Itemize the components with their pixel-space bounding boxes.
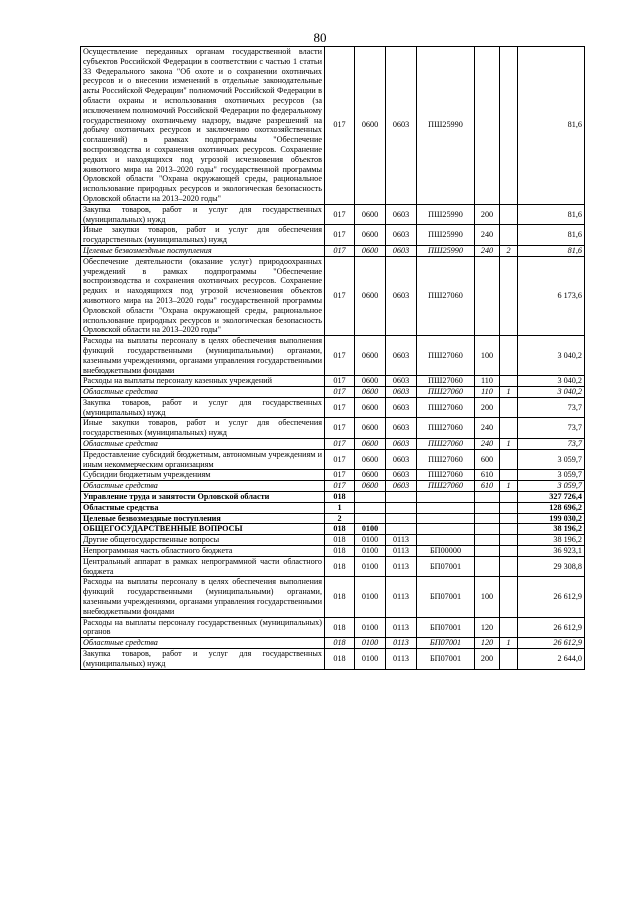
row-funding-source-code: 1: [500, 481, 518, 492]
row-funding-source-code: [500, 524, 518, 535]
row-name: Расходы на выплаты персоналу государственных (муниципальных) органов: [81, 617, 325, 638]
row-funding-source-code: [500, 556, 518, 577]
row-name: Целевые безвозмездные поступления: [81, 513, 325, 524]
row-subsection-code: 0113: [386, 577, 417, 617]
row-ved-code: 017: [325, 449, 355, 470]
row-funding-source-code: [500, 336, 518, 376]
row-amount: 38 196,2: [518, 535, 585, 546]
row-funding-source-code: [500, 47, 518, 205]
row-ved-code: 018: [325, 556, 355, 577]
row-amount: 2 644,0: [518, 649, 585, 670]
row-target-article-code: ПШ25990: [417, 47, 475, 205]
row-target-article-code: ПШ27060: [417, 449, 475, 470]
row-section-code: 0100: [355, 577, 386, 617]
row-amount: 6 173,6: [518, 256, 585, 335]
row-subsection-code: 0113: [386, 638, 417, 649]
table-row: [81, 47, 585, 205]
row-target-article-code: ПШ27060: [417, 418, 475, 439]
row-funding-source-code: [500, 376, 518, 387]
row-expense-type-code: 100: [475, 577, 500, 617]
row-subsection-code: 0113: [386, 546, 417, 557]
row-name: Областные средства: [81, 439, 325, 450]
row-amount: 29 308,8: [518, 556, 585, 577]
row-expense-type-code: [475, 524, 500, 535]
row-target-article-code: [417, 513, 475, 524]
row-target-article-code: ПШ25990: [417, 225, 475, 246]
row-ved-code: 017: [325, 245, 355, 256]
row-expense-type-code: [475, 546, 500, 557]
row-subsection-code: 0603: [386, 387, 417, 398]
row-name: Осуществление переданных органам государственной власти субъектов Российской Федерации в соответствии с частью 1 статьи 33 Федерального закона "Об охоте и о сохранении охотничьих ресурсов и о внесении изменений в отдельные законодательные акты Российской Федерации" полномочий Российской Федерации в области охраны и использования охотничьих ресурсов (за исключением полномочий Российской Федерации по федеральному государственному охотничьему надзору, выдаче разрешений на добычу охотничьих ресурсов и заключению охотхозяйственных соглашений) в рамках подпрограммы "Обеспечение воспроизводства и сохранения охотничьих ресурсов. Сохранение редких и находящихся под угрозой исчезновения объектов животного мира на 2013–2020 годы" государственной программы Орловской области "Охрана окружающей среды, рациональное использование природных ресурсов и экологическая безопасность Орловской области на 2013–2020 годы": [81, 47, 325, 205]
row-subsection-code: 0603: [386, 245, 417, 256]
row-name: Закупка товаров, работ и услуг для государственных (муниципальных) нужд: [81, 204, 325, 225]
row-target-article-code: ПШ27060: [417, 470, 475, 481]
row-subsection-code: 0113: [386, 617, 417, 638]
row-amount: 199 030,2: [518, 513, 585, 524]
row-target-article-code: ПШ25990: [417, 204, 475, 225]
row-subsection-code: 0603: [386, 376, 417, 387]
row-target-article-code: БП07001: [417, 638, 475, 649]
row-section-code: 0600: [355, 418, 386, 439]
row-target-article-code: ПШ27060: [417, 256, 475, 335]
row-target-article-code: ПШ27060: [417, 439, 475, 450]
row-expense-type-code: [475, 47, 500, 205]
row-name: Обеспечение деятельности (оказание услуг) природоохранных учреждений в рамках подпрограммы "Обеспечение воспроизводства и сохранения охотничьих ресурсов. Сохранение редких и находящихся под угрозой исчезновения объектов животного мира на 2013–2020 годы" государственной программы Орловской области "Охрана окружающей среды, рациональное использование природных ресурсов и экологическая безопасность Орловской области на 2013–2020 годы": [81, 256, 325, 335]
row-expense-type-code: 240: [475, 225, 500, 246]
row-subsection-code: 0603: [386, 47, 417, 205]
table-row: [81, 397, 585, 418]
row-section-code: 0600: [355, 245, 386, 256]
row-expense-type-code: 600: [475, 449, 500, 470]
row-expense-type-code: 200: [475, 397, 500, 418]
row-subsection-code: 0603: [386, 336, 417, 376]
row-subsection-code: 0113: [386, 535, 417, 546]
row-target-article-code: [417, 492, 475, 503]
row-target-article-code: ПШ27060: [417, 376, 475, 387]
row-name: Субсидии бюджетным учреждениям: [81, 470, 325, 481]
row-funding-source-code: 1: [500, 387, 518, 398]
table-row: [81, 470, 585, 481]
row-ved-code: 018: [325, 524, 355, 535]
row-funding-source-code: [500, 513, 518, 524]
row-amount: 81,6: [518, 204, 585, 225]
row-name: Областные средства: [81, 481, 325, 492]
row-funding-source-code: [500, 546, 518, 557]
row-ved-code: 017: [325, 47, 355, 205]
row-section-code: 0600: [355, 470, 386, 481]
row-ved-code: 017: [325, 439, 355, 450]
row-target-article-code: БП07001: [417, 556, 475, 577]
row-expense-type-code: [475, 492, 500, 503]
row-target-article-code: ПШ27060: [417, 397, 475, 418]
table-row: [81, 649, 585, 670]
row-amount: 81,6: [518, 245, 585, 256]
row-funding-source-code: [500, 577, 518, 617]
row-name: Областные средства: [81, 387, 325, 398]
row-amount: 128 696,2: [518, 502, 585, 513]
table-row: [81, 439, 585, 450]
table-row: [81, 556, 585, 577]
row-target-article-code: ПШ25990: [417, 245, 475, 256]
row-funding-source-code: 2: [500, 245, 518, 256]
row-expense-type-code: [475, 256, 500, 335]
row-expense-type-code: [475, 535, 500, 546]
table-row: [81, 225, 585, 246]
row-target-article-code: ПШ27060: [417, 481, 475, 492]
table-row: [81, 638, 585, 649]
table-row: [81, 204, 585, 225]
row-expense-type-code: [475, 502, 500, 513]
row-amount: 26 612,9: [518, 617, 585, 638]
table-row: [81, 245, 585, 256]
row-target-article-code: БП00000: [417, 546, 475, 557]
row-subsection-code: 0603: [386, 397, 417, 418]
budget-table: [80, 46, 585, 670]
row-ved-code: 017: [325, 225, 355, 246]
row-funding-source-code: [500, 256, 518, 335]
row-funding-source-code: [500, 397, 518, 418]
row-section-code: 0100: [355, 524, 386, 535]
table-row: [81, 577, 585, 617]
row-expense-type-code: 110: [475, 376, 500, 387]
row-name: Непрограммная часть областного бюджета: [81, 546, 325, 557]
row-expense-type-code: 610: [475, 481, 500, 492]
row-name: Расходы на выплаты персоналу в целях обеспечения выполнения функций государственными (муниципальными) органами, казенными учреждениями, органами управления государственными внебюджетными фондами: [81, 336, 325, 376]
row-target-article-code: БП07001: [417, 617, 475, 638]
row-amount: 38 196,2: [518, 524, 585, 535]
row-name: Иные закупки товаров, работ и услуг для обеспечения государственных (муниципальных) нужд: [81, 418, 325, 439]
row-ved-code: 017: [325, 204, 355, 225]
row-ved-code: 018: [325, 617, 355, 638]
row-amount: 3 040,2: [518, 387, 585, 398]
row-funding-source-code: [500, 492, 518, 503]
table-row: [81, 256, 585, 335]
row-ved-code: 018: [325, 638, 355, 649]
row-section-code: 0600: [355, 439, 386, 450]
page-number: 80: [313, 30, 327, 45]
row-section-code: 0600: [355, 481, 386, 492]
row-expense-type-code: 610: [475, 470, 500, 481]
row-name: Центральный аппарат в рамках непрограммной части областного бюджета: [81, 556, 325, 577]
table-row: [81, 481, 585, 492]
table-row: [81, 502, 585, 513]
row-expense-type-code: 240: [475, 245, 500, 256]
row-funding-source-code: [500, 470, 518, 481]
row-name: Расходы на выплаты персоналу в целях обеспечения выполнения функций государственными (муниципальными) органами, казенными учреждениями, органами управления государственными внебюджетными фондами: [81, 577, 325, 617]
row-section-code: 0600: [355, 256, 386, 335]
row-section-code: [355, 502, 386, 513]
row-expense-type-code: 100: [475, 336, 500, 376]
table-row: [81, 449, 585, 470]
row-subsection-code: 0603: [386, 439, 417, 450]
row-subsection-code: 0603: [386, 470, 417, 481]
row-expense-type-code: 240: [475, 418, 500, 439]
row-amount: 3 040,2: [518, 336, 585, 376]
row-subsection-code: [386, 502, 417, 513]
table-row: [81, 336, 585, 376]
row-section-code: 0600: [355, 397, 386, 418]
row-name: Предоставление субсидий бюджетным, автономным учреждениям и иным некоммерческим организациям: [81, 449, 325, 470]
row-ved-code: 018: [325, 492, 355, 503]
row-target-article-code: ПШ27060: [417, 387, 475, 398]
row-funding-source-code: 1: [500, 439, 518, 450]
row-ved-code: 017: [325, 418, 355, 439]
row-target-article-code: [417, 502, 475, 513]
row-amount: 81,6: [518, 47, 585, 205]
row-name: Областные средства: [81, 502, 325, 513]
row-subsection-code: 0603: [386, 204, 417, 225]
row-expense-type-code: 200: [475, 649, 500, 670]
row-ved-code: 017: [325, 397, 355, 418]
table-row: [81, 387, 585, 398]
row-expense-type-code: 120: [475, 638, 500, 649]
row-amount: 3 040,2: [518, 376, 585, 387]
row-amount: 36 923,1: [518, 546, 585, 557]
row-amount: 3 059,7: [518, 481, 585, 492]
row-funding-source-code: 1: [500, 638, 518, 649]
row-section-code: 0600: [355, 204, 386, 225]
row-name: Расходы на выплаты персоналу казенных учреждений: [81, 376, 325, 387]
row-ved-code: 018: [325, 546, 355, 557]
row-expense-type-code: [475, 556, 500, 577]
row-section-code: [355, 513, 386, 524]
row-ved-code: 018: [325, 649, 355, 670]
row-ved-code: 017: [325, 336, 355, 376]
row-name: Закупка товаров, работ и услуг для государственных (муниципальных) нужд: [81, 397, 325, 418]
row-funding-source-code: [500, 617, 518, 638]
row-amount: 26 612,9: [518, 577, 585, 617]
row-ved-code: 017: [325, 256, 355, 335]
table-row: [81, 492, 585, 503]
row-name: Целевые безвозмездные поступления: [81, 245, 325, 256]
row-section-code: 0100: [355, 638, 386, 649]
row-funding-source-code: [500, 502, 518, 513]
table-row: [81, 418, 585, 439]
row-ved-code: 017: [325, 376, 355, 387]
row-expense-type-code: 120: [475, 617, 500, 638]
row-amount: 73,7: [518, 397, 585, 418]
row-amount: 327 726,4: [518, 492, 585, 503]
row-subsection-code: 0603: [386, 256, 417, 335]
row-target-article-code: [417, 535, 475, 546]
row-target-article-code: ПШ27060: [417, 336, 475, 376]
row-section-code: 0600: [355, 387, 386, 398]
row-section-code: [355, 492, 386, 503]
row-target-article-code: БП07001: [417, 577, 475, 617]
row-funding-source-code: [500, 449, 518, 470]
row-subsection-code: 0113: [386, 556, 417, 577]
row-subsection-code: [386, 492, 417, 503]
row-funding-source-code: [500, 649, 518, 670]
row-amount: 3 059,7: [518, 449, 585, 470]
row-section-code: 0100: [355, 556, 386, 577]
row-subsection-code: 0113: [386, 649, 417, 670]
row-name: Другие общегосударственные вопросы: [81, 535, 325, 546]
row-amount: 73,7: [518, 418, 585, 439]
row-subsection-code: 0603: [386, 449, 417, 470]
row-section-code: 0600: [355, 47, 386, 205]
row-expense-type-code: 240: [475, 439, 500, 450]
row-amount: 3 059,7: [518, 470, 585, 481]
row-target-article-code: БП07001: [417, 649, 475, 670]
row-funding-source-code: [500, 535, 518, 546]
row-subsection-code: 0603: [386, 418, 417, 439]
row-name: ОБЩЕГОСУДАРСТВЕННЫЕ ВОПРОСЫ: [81, 524, 325, 535]
table-row: [81, 535, 585, 546]
row-expense-type-code: 200: [475, 204, 500, 225]
row-amount: 73,7: [518, 439, 585, 450]
row-amount: 81,6: [518, 225, 585, 246]
row-section-code: 0100: [355, 649, 386, 670]
row-funding-source-code: [500, 418, 518, 439]
row-name: Управление труда и занятости Орловской области: [81, 492, 325, 503]
row-name: Закупка товаров, работ и услуг для государственных (муниципальных) нужд: [81, 649, 325, 670]
row-subsection-code: [386, 513, 417, 524]
row-expense-type-code: [475, 513, 500, 524]
row-section-code: 0100: [355, 546, 386, 557]
table-row: [81, 617, 585, 638]
row-name: Иные закупки товаров, работ и услуг для обеспечения государственных (муниципальных) нужд: [81, 225, 325, 246]
row-section-code: 0100: [355, 617, 386, 638]
row-ved-code: 017: [325, 387, 355, 398]
row-section-code: 0600: [355, 376, 386, 387]
table-row: [81, 546, 585, 557]
row-funding-source-code: [500, 204, 518, 225]
row-amount: 26 612,9: [518, 638, 585, 649]
row-subsection-code: 0603: [386, 225, 417, 246]
row-funding-source-code: [500, 225, 518, 246]
row-ved-code: 1: [325, 502, 355, 513]
row-section-code: 0600: [355, 336, 386, 376]
table-row: [81, 524, 585, 535]
row-ved-code: 018: [325, 577, 355, 617]
row-section-code: 0600: [355, 449, 386, 470]
table-row: [81, 376, 585, 387]
row-section-code: 0600: [355, 225, 386, 246]
row-ved-code: 2: [325, 513, 355, 524]
row-subsection-code: 0603: [386, 481, 417, 492]
table-row: [81, 513, 585, 524]
row-ved-code: 017: [325, 470, 355, 481]
row-ved-code: 018: [325, 535, 355, 546]
row-ved-code: 017: [325, 481, 355, 492]
row-target-article-code: [417, 524, 475, 535]
row-subsection-code: [386, 524, 417, 535]
row-expense-type-code: 110: [475, 387, 500, 398]
row-name: Областные средства: [81, 638, 325, 649]
row-section-code: 0100: [355, 535, 386, 546]
